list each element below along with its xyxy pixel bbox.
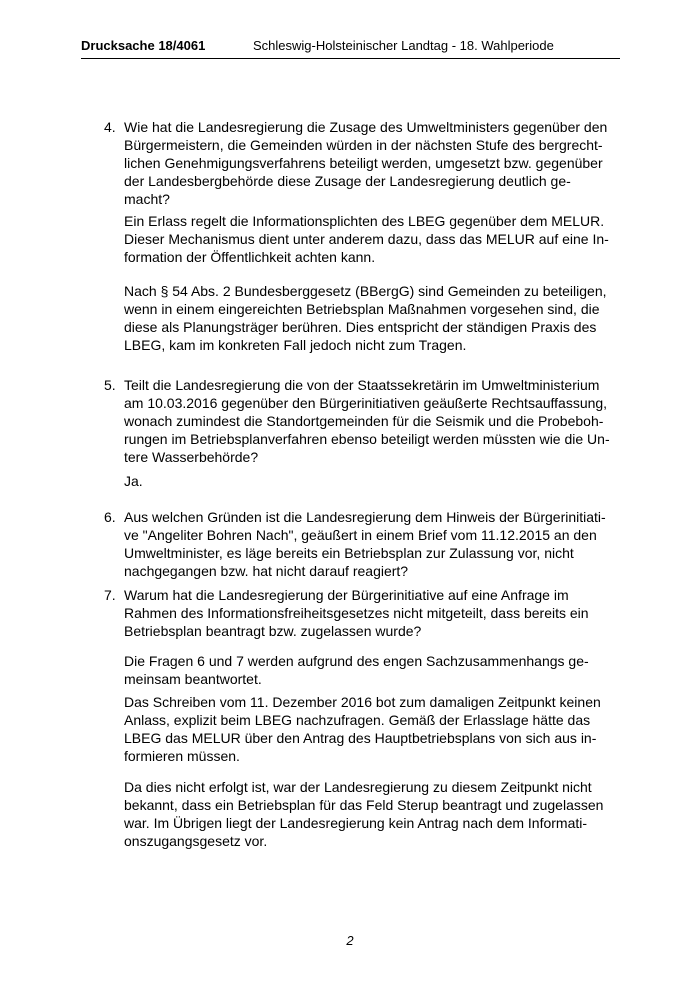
answer-4-paragraph-2: Nach § 54 Abs. 2 Bundesberggesetz (BBergG) sind Gemeinden zu beteiligen, wenn in einem eingereichten Betriebsplan Maßnahmen vorgesehen sind, die diese als Planungsträger berühren. Dies entspricht der ständigen Praxis des LBEG, kam im konkreten Fall jedoch nicht zum Tragen. bbox=[124, 283, 607, 353]
header-divider bbox=[81, 58, 620, 59]
question-number: 7. bbox=[104, 587, 116, 603]
answer-4-paragraph-1: Ein Erlass regelt die Informationsplichten des LBEG gegenüber dem MELUR. Dieser Mechanismus dient unter anderem dazu, dass das MELUR auf eine In- formation der Öffentlichkeit achten kann. bbox=[124, 213, 609, 265]
document-number: Drucksache 18/4061 bbox=[81, 38, 206, 53]
question-text: Teilt die Landesregierung die von der Staatssekretärin im Umweltministerium am 10.03.2016 gegenüber den Bürgerinitiativen geäußerte Rechtsauffassung, wonach zumindest die Standortgemeinden für die Seismik und die Probeboh- rungen im Betriebsplanverfahren ebenso beteiligt werden müssten wie die Un- tere Wasserbehörde? bbox=[124, 377, 610, 465]
question-text: Warum hat die Landesregierung der Bürgerinitiative auf eine Anfrage im Rahmen des Informationsfreiheitsgesetzes nicht mitgeteilt, dass bereits ein Betriebsplan beantragt bzw. zugelassen wurde? bbox=[124, 587, 589, 639]
question-5 bbox=[104, 376, 624, 466]
question-6 bbox=[104, 508, 624, 580]
page-number: 2 bbox=[346, 933, 354, 948]
question-text: Wie hat die Landesregierung die Zusage des Umweltministers gegenüber den Bürgermeistern, die Gemeinden würden in der nächsten Stufe des bergrecht- lichen Genehmigungsverfahrens beteiligt werden, umgesetzt bzw. gegenüber der Landesbergbehörde diese Zusage der Landesregierung deutlich ge- macht? bbox=[124, 119, 608, 207]
question-number: 5. bbox=[104, 377, 116, 393]
answer-7-paragraph-2: Das Schreiben vom 11. Dezember 2016 bot zum damaligen Zeitpunkt keinen Anlass, explizit beim LBEG nachzufragen. Gemäß der Erlasslage hätte das LBEG das MELUR über den Antrag des Hauptbetriebsplans von sich aus in- formieren müssen. bbox=[124, 694, 601, 764]
answer-7-paragraph-1: Die Fragen 6 und 7 werden aufgrund des engen Sachzusammenhangs ge- meinsam beantwortet. bbox=[124, 653, 589, 687]
question-7 bbox=[104, 586, 624, 640]
question-number: 4. bbox=[104, 119, 116, 135]
question-text: Aus welchen Gründen ist die Landesregierung dem Hinweis der Bürgerinitiati- ve "Angeliter Bohren Nach", geäußert in einem Brief vom 11.12.2015 an den Umweltminister, es läge bereits ein Betriebsplan zur Zulassung vor, nicht nachgegangen bzw. hat nicht darauf reagiert? bbox=[124, 509, 606, 579]
parliament-title: Schleswig-Holsteinischer Landtag - 18. Wahlperiode bbox=[253, 38, 554, 53]
answer-5: Ja. bbox=[124, 473, 143, 489]
answer-7-paragraph-3: Da dies nicht erfolgt ist, war der Landesregierung zu diesem Zeitpunkt nicht bekannt, dass ein Betriebsplan für das Feld Sterup beantragt und zugelassen war. Im Übrigen liegt der Landesregierung kein Antrag nach dem Informati- onszugangsgesetz vor. bbox=[124, 779, 604, 849]
question-4 bbox=[104, 118, 624, 208]
question-number: 6. bbox=[104, 509, 116, 525]
